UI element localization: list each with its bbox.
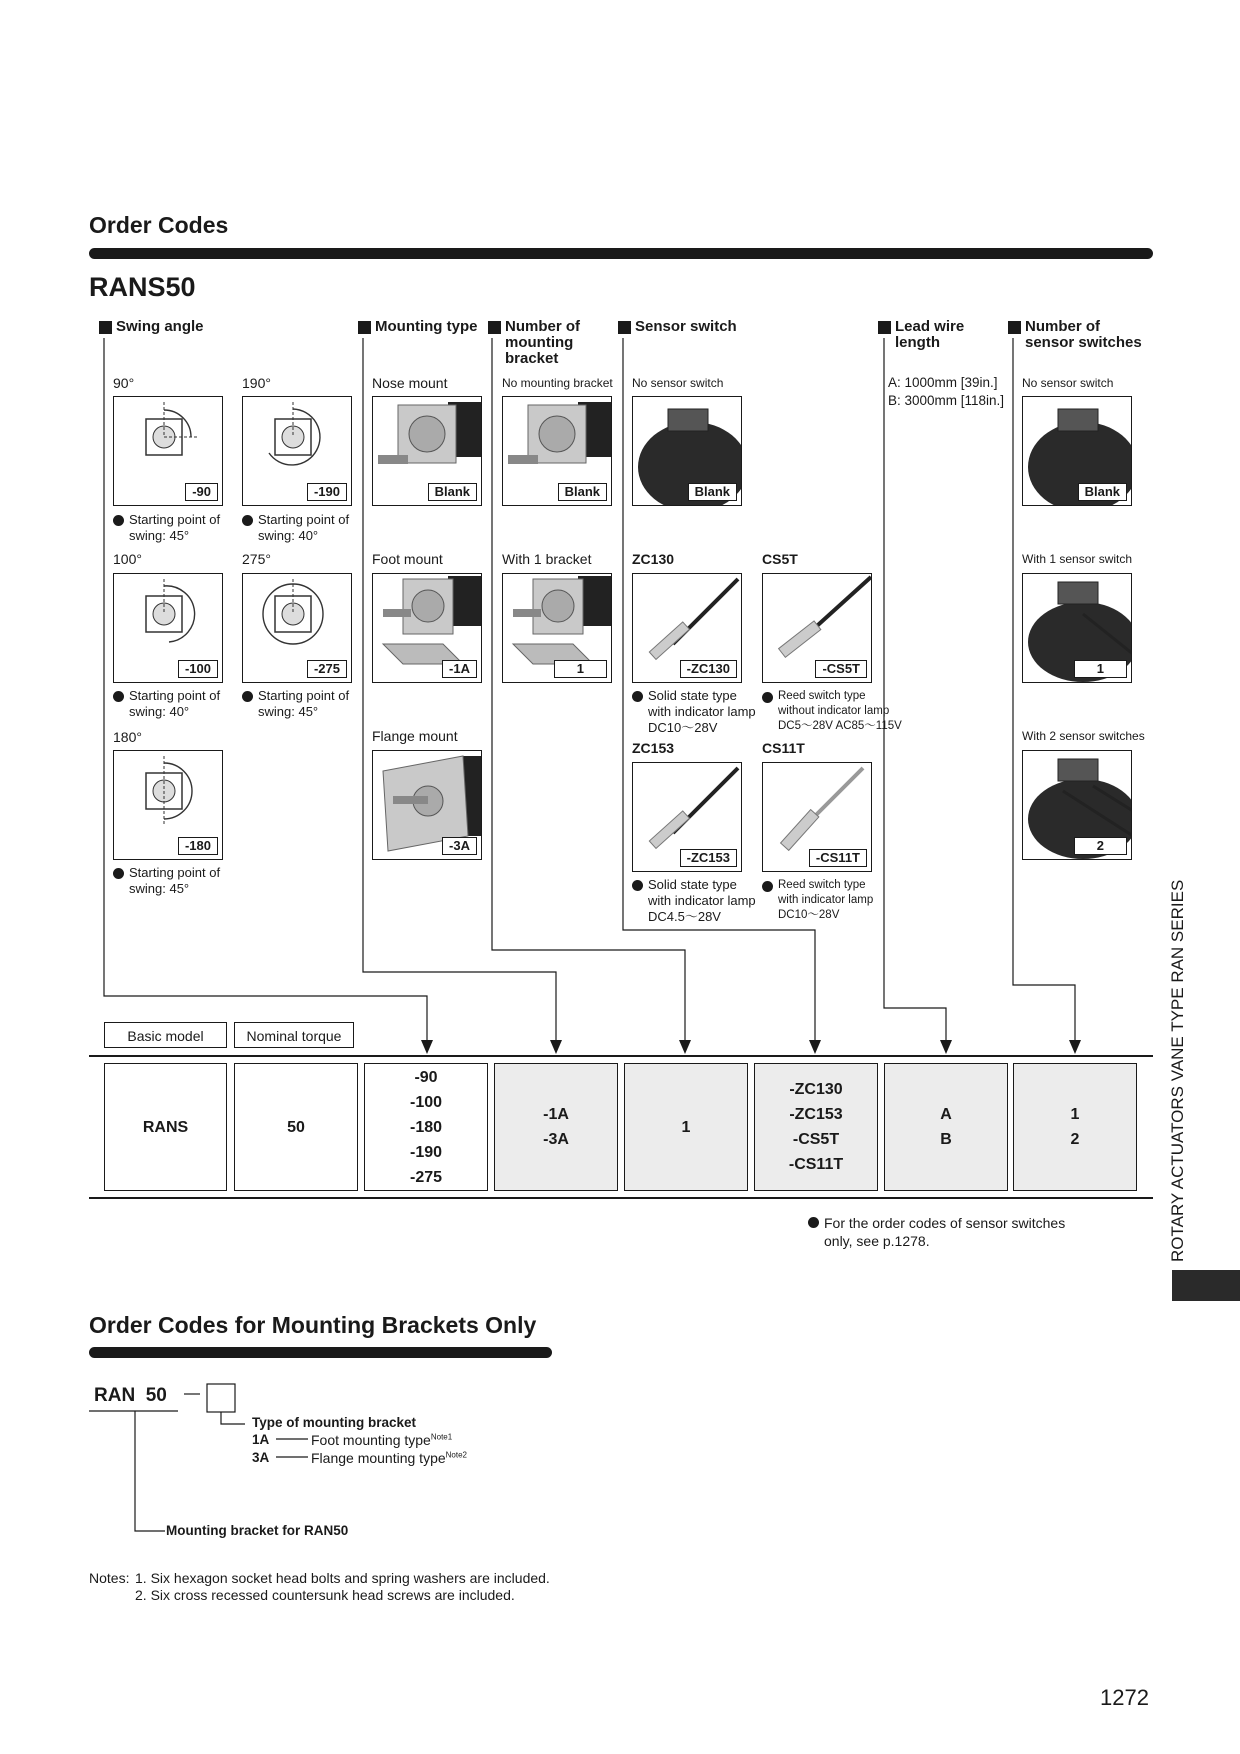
option-1a-text: Foot mounting type$^{Note1}$	[311, 1432, 453, 1448]
swing-180-label: 180°	[113, 729, 142, 745]
page-number: 1272	[1100, 1685, 1149, 1710]
flange-mount-label: Flange mount	[372, 728, 458, 744]
swing-180-note: Starting point of swing: 45°	[113, 865, 220, 897]
flange-mount-code: -3A	[442, 837, 477, 855]
sensor-switch-header: Sensor switch	[635, 319, 737, 335]
cs11t-name: CS11T	[762, 740, 805, 756]
sensor-order-note: For the order codes of sensor switches only, see p.1278.	[808, 1214, 1065, 1250]
no-bracket-label: No mounting bracket	[502, 376, 613, 390]
mount-codes-cell: -1A -3A	[494, 1063, 618, 1191]
zc130-note: Solid state type with indicator lamp DC10～28V	[632, 688, 756, 736]
two-sensor-label: With 2 sensor switches	[1022, 729, 1145, 743]
nose-mount-code: Blank	[428, 483, 477, 501]
option-1a-code: 1A	[252, 1432, 270, 1447]
zc130-name: ZC130	[632, 551, 675, 567]
basic-model-cell: RANS	[104, 1063, 227, 1191]
swing-275-note: Starting point of swing: 45°	[242, 688, 349, 720]
swing-190-label: 190°	[242, 375, 271, 391]
two-sensor-code: 2	[1074, 837, 1127, 855]
model-title: RANS50	[89, 272, 196, 302]
section-title: Order Codes	[89, 212, 229, 238]
cs11t-code: -CS11T	[809, 849, 867, 867]
lead-codes-cell: A B	[884, 1063, 1008, 1191]
lead-wire-header: Lead wire length	[895, 319, 964, 351]
num-sensors-header: Number of sensor switches	[1025, 319, 1142, 351]
swing-100-code: -100	[178, 660, 218, 678]
swing-190-code: -190	[307, 483, 347, 501]
foot-mount-label: Foot mount	[372, 551, 443, 567]
zc130-code: -ZC130	[680, 660, 737, 678]
torque-cell: 50	[234, 1063, 358, 1191]
series-side-label: ROTARY ACTUATORS VANE TYPE RAN SERIES	[1168, 879, 1187, 1262]
bracket-codes-cell: 1	[624, 1063, 748, 1191]
zc153-note: Solid state type with indicator lamp DC4.5～28V	[632, 877, 756, 925]
lead-b: B: 3000mm [118in.]	[888, 393, 1005, 408]
nominal-torque-header: Nominal torque	[234, 1022, 354, 1048]
num-brackets-header: Number of mounting bracket	[505, 319, 580, 367]
sensor-codes-cell: -ZC130 -ZC153 -CS5T -CS11T	[754, 1063, 878, 1191]
zc153-name: ZC153	[632, 740, 675, 756]
cs5t-name: CS5T	[762, 551, 798, 567]
option-3a-text: Flange mounting type$^{Note2}$	[311, 1450, 467, 1466]
zc153-code: -ZC153	[680, 849, 737, 867]
basic-model-header: Basic model	[104, 1022, 227, 1048]
cs11t-note: Reed switch type with indicator lamp DC10～28V	[762, 878, 873, 923]
one-sensor-code: 1	[1074, 660, 1127, 678]
swing-100-note: Starting point of swing: 40°	[113, 688, 220, 720]
swing-180-code: -180	[178, 837, 218, 855]
swing-100-label: 100°	[113, 551, 142, 567]
count-codes-cell: 1 2	[1013, 1063, 1137, 1191]
mounting-type-header: Mounting type	[375, 319, 477, 335]
one-bracket-code: 1	[554, 660, 607, 678]
bracket-model: RAN 50	[94, 1385, 167, 1406]
brackets-only-title: Order Codes for Mounting Brackets Only	[89, 1312, 537, 1338]
note-1: 1. Six hexagon socket head bolts and spring washers are included.	[135, 1570, 550, 1586]
swing-190-note: Starting point of swing: 40°	[242, 512, 349, 544]
one-bracket-label: With 1 bracket	[502, 551, 592, 567]
notes-prefix: Notes:	[89, 1570, 130, 1586]
note-2: 2. Six cross recessed countersunk head screws are included.	[135, 1587, 515, 1603]
no-sensor-label: No sensor switch	[632, 376, 724, 390]
bracket-type-label: Type of mounting bracket	[252, 1415, 417, 1430]
swing-275-label: 275°	[242, 551, 271, 567]
option-3a-code: 3A	[252, 1450, 270, 1465]
bracket-for-label: Mounting bracket for RAN50	[166, 1523, 349, 1538]
no-sensor-count-label: No sensor switch	[1022, 376, 1114, 390]
one-sensor-label: With 1 sensor switch	[1022, 552, 1133, 566]
swing-angle-header: Swing angle	[116, 319, 204, 335]
no-bracket-code: Blank	[558, 483, 607, 501]
swing-codes-cell: -90 -100 -180 -190 -275	[364, 1063, 488, 1191]
swing-90-label: 90°	[113, 375, 135, 391]
cs5t-note: Reed switch type without indicator lamp DC5～28V AC85～115V	[762, 689, 902, 734]
swing-90-note: Starting point of swing: 45°	[113, 512, 220, 544]
nose-mount-label: Nose mount	[372, 375, 448, 391]
foot-mount-code: -1A	[442, 660, 477, 678]
swing-90-code: -90	[185, 483, 218, 501]
lead-a: A: 1000mm [39in.]	[888, 375, 998, 390]
no-sensor-count-code: Blank	[1078, 483, 1127, 501]
swing-275-code: -275	[307, 660, 347, 678]
no-sensor-code: Blank	[688, 483, 737, 501]
cs5t-code: -CS5T	[815, 660, 867, 678]
